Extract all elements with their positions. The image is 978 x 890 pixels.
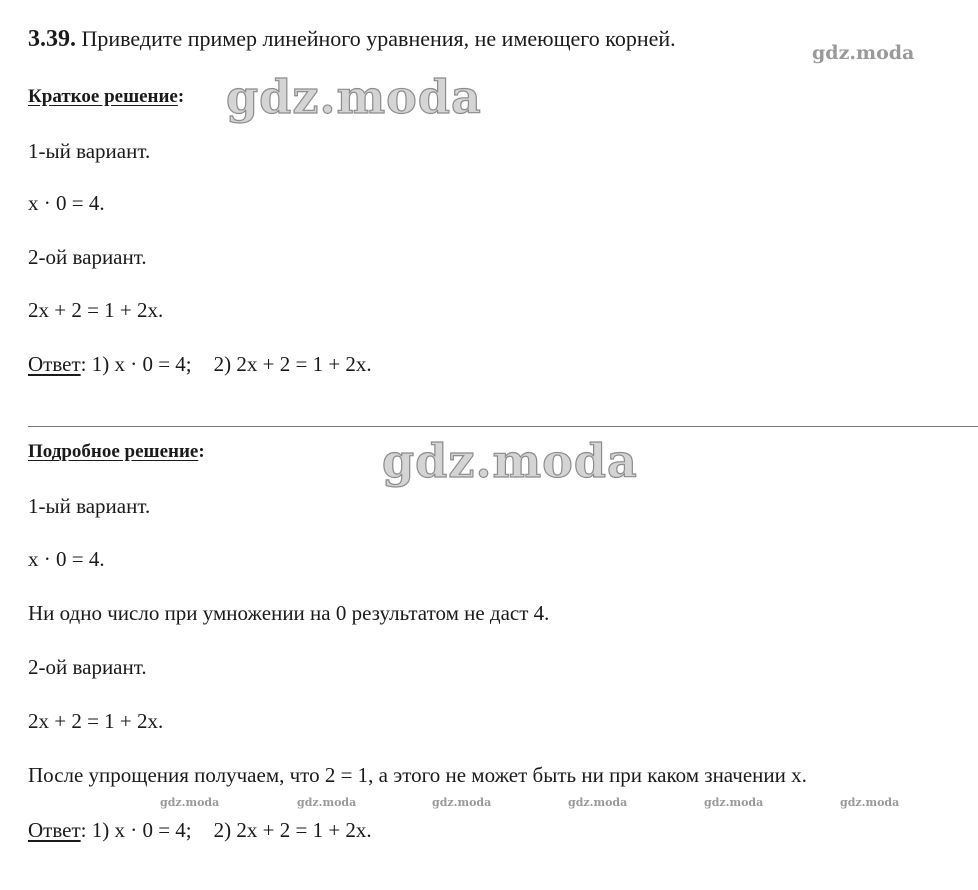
watermark-tiny: gdz.moda	[297, 796, 357, 809]
detailed-answer-part2: 2) 2x + 2 = 1 + 2x.	[213, 818, 372, 842]
short-variant1-equation: x · 0 = 4.	[28, 191, 105, 215]
watermark-tiny: gdz.moda	[704, 796, 764, 809]
detailed-solution-heading	[28, 439, 205, 465]
detailed-variant1-label: 1-ый вариант.	[28, 494, 151, 518]
detailed-answer	[28, 817, 372, 843]
watermark-tiny: gdz.moda	[568, 796, 628, 809]
short-answer-part1: : 1) x · 0 = 4;	[80, 352, 192, 376]
short-solution-heading-text: Краткое решение	[28, 86, 178, 107]
short-variant2-equation: 2x + 2 = 1 + 2x.	[28, 298, 164, 322]
short-answer-label: Ответ	[28, 352, 81, 376]
problem-text: Приведите пример линейного уравнения, не имеющего корней.	[81, 26, 676, 51]
detailed-variant1-explanation: Ни одно число при умножении на 0 результатом не даст 4.	[28, 601, 550, 625]
detailed-answer-label: Ответ	[28, 818, 81, 842]
watermark-tiny: gdz.moda	[840, 796, 900, 809]
watermark-tiny: gdz.moda	[432, 796, 492, 809]
detailed-variant1-equation: x · 0 = 4.	[28, 547, 105, 571]
detailed-variant2-explanation: После упрощения получаем, что 2 = 1, а этого не может быть ни при каком значении x.	[28, 763, 807, 787]
section-divider	[28, 426, 978, 427]
detailed-variant2-equation: 2x + 2 = 1 + 2x.	[28, 709, 164, 733]
detailed-answer-part1: : 1) x · 0 = 4;	[80, 818, 192, 842]
detailed-variant2-label: 2-ой вариант.	[28, 655, 147, 679]
watermark-corner: gdz.moda	[812, 42, 915, 64]
watermark-tiny: gdz.moda	[160, 796, 220, 809]
short-answer	[28, 351, 372, 377]
watermark-large-top: gdz.moda	[226, 70, 482, 124]
detailed-solution-heading-text: Подробное решение	[28, 441, 199, 462]
short-answer-part2: 2) 2x + 2 = 1 + 2x.	[213, 352, 372, 376]
short-solution-heading-colon: :	[177, 86, 185, 107]
detailed-solution-heading-colon: :	[198, 441, 205, 462]
watermark-large-middle: gdz.moda	[382, 434, 638, 488]
short-solution-heading	[28, 84, 184, 110]
short-variant1-label: 1-ый вариант.	[28, 139, 151, 163]
short-variant2-label: 2-ой вариант.	[28, 245, 147, 269]
problem-statement	[28, 26, 676, 52]
problem-number: 3.39.	[28, 26, 76, 52]
